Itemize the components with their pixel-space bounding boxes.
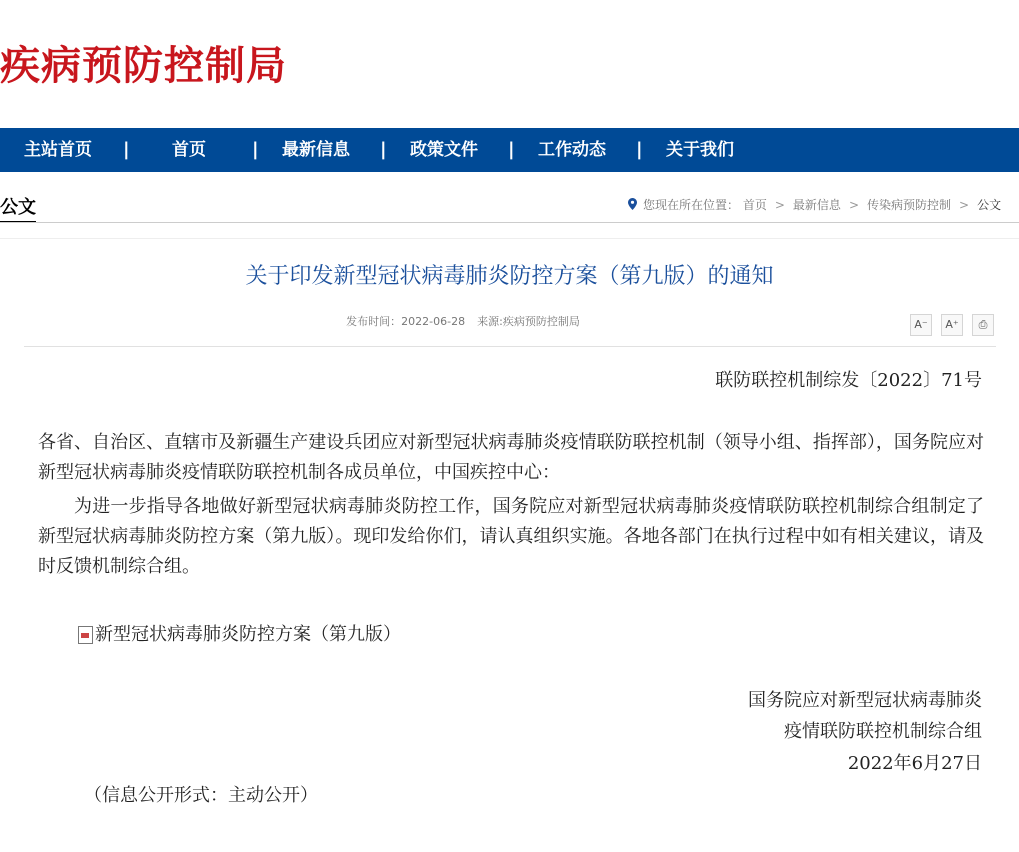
published-label: 发布时间： xyxy=(346,315,402,328)
breadcrumb-separator: > xyxy=(774,198,785,212)
file-icon xyxy=(78,626,93,644)
section-title: 公文 xyxy=(0,197,36,223)
source-label: 来源: xyxy=(477,315,503,328)
main-nav xyxy=(0,128,1019,172)
breadcrumb-separator: > xyxy=(959,198,970,212)
location-pin-icon xyxy=(628,198,637,210)
published-date: 2022-06-28 xyxy=(401,315,466,328)
section-divider-light xyxy=(0,238,1019,239)
document-number: 联防联控机制综发〔2022〕71号 xyxy=(715,370,982,391)
section-divider xyxy=(0,222,1019,223)
attachment-link[interactable] xyxy=(78,620,401,650)
attachment-label[interactable]: 新型冠状病毒肺炎防控方案（第九版） xyxy=(95,624,401,645)
breadcrumb-home[interactable]: 首页 xyxy=(742,198,767,212)
breadcrumb-latest-info[interactable]: 最新信息 xyxy=(792,198,841,212)
article-meta xyxy=(0,313,926,329)
recipients-paragraph: 各省、自治区、直辖市及新疆生产建设兵团应对新型冠状病毒肺炎疫情联防联控机制（领导小组、指挥部），国务院应对新型冠状病毒肺炎疫情联防联控机制各成员单位，中国疾控中心： xyxy=(38,432,984,483)
signature-line-1: 国务院应对新型冠状病毒肺炎 xyxy=(748,690,982,711)
nav-item-home[interactable]: 首页 xyxy=(172,140,206,160)
nav-separator: | xyxy=(636,139,643,160)
nav-separator: | xyxy=(508,139,515,160)
nav-separator: | xyxy=(252,139,259,160)
breadcrumb xyxy=(628,196,1001,214)
nav-item-work-news[interactable]: 工作动态 xyxy=(538,140,606,160)
disclosure-note: （信息公开形式：主动公开） xyxy=(84,785,318,806)
nav-separator: | xyxy=(380,139,387,160)
breadcrumb-separator: > xyxy=(848,198,859,212)
signature-date: 2022年6月27日 xyxy=(847,753,982,774)
breadcrumb-prefix: 您现在所在位置： xyxy=(643,198,740,212)
signature-line-2: 疫情联防联控机制综合组 xyxy=(784,721,982,742)
meta-divider xyxy=(24,346,996,347)
print-icon[interactable]: ⎙ xyxy=(972,314,994,336)
site-title: 疾病预防控制局 xyxy=(0,43,287,89)
nav-item-about-us[interactable]: 关于我们 xyxy=(666,140,734,160)
nav-item-latest-info[interactable]: 最新信息 xyxy=(282,140,350,160)
article-title: 关于印发新型冠状病毒肺炎防控方案（第九版）的通知 xyxy=(245,264,774,289)
breadcrumb-current[interactable]: 公文 xyxy=(977,198,1002,212)
nav-item-policy-docs[interactable]: 政策文件 xyxy=(410,140,478,160)
font-increase-icon[interactable]: A⁺ xyxy=(941,314,963,336)
nav-item-main-home[interactable]: 主站首页 xyxy=(24,140,92,160)
font-decrease-icon[interactable]: A⁻ xyxy=(910,314,932,336)
body-paragraph: 为进一步指导各地做好新型冠状病毒肺炎防控工作，国务院应对新型冠状病毒肺炎疫情联防联控机制综合组制定了新型冠状病毒肺炎防控方案（第九版）。现印发给你们，请认真组织实施。各地各部门在执行过程中如有相关建议，请及时反馈机制综合组。 xyxy=(38,496,984,577)
source-value: 疾病预防控制局 xyxy=(502,315,580,328)
breadcrumb-infectious-disease[interactable]: 传染病预防控制 xyxy=(867,198,952,212)
nav-separator: | xyxy=(123,139,130,160)
